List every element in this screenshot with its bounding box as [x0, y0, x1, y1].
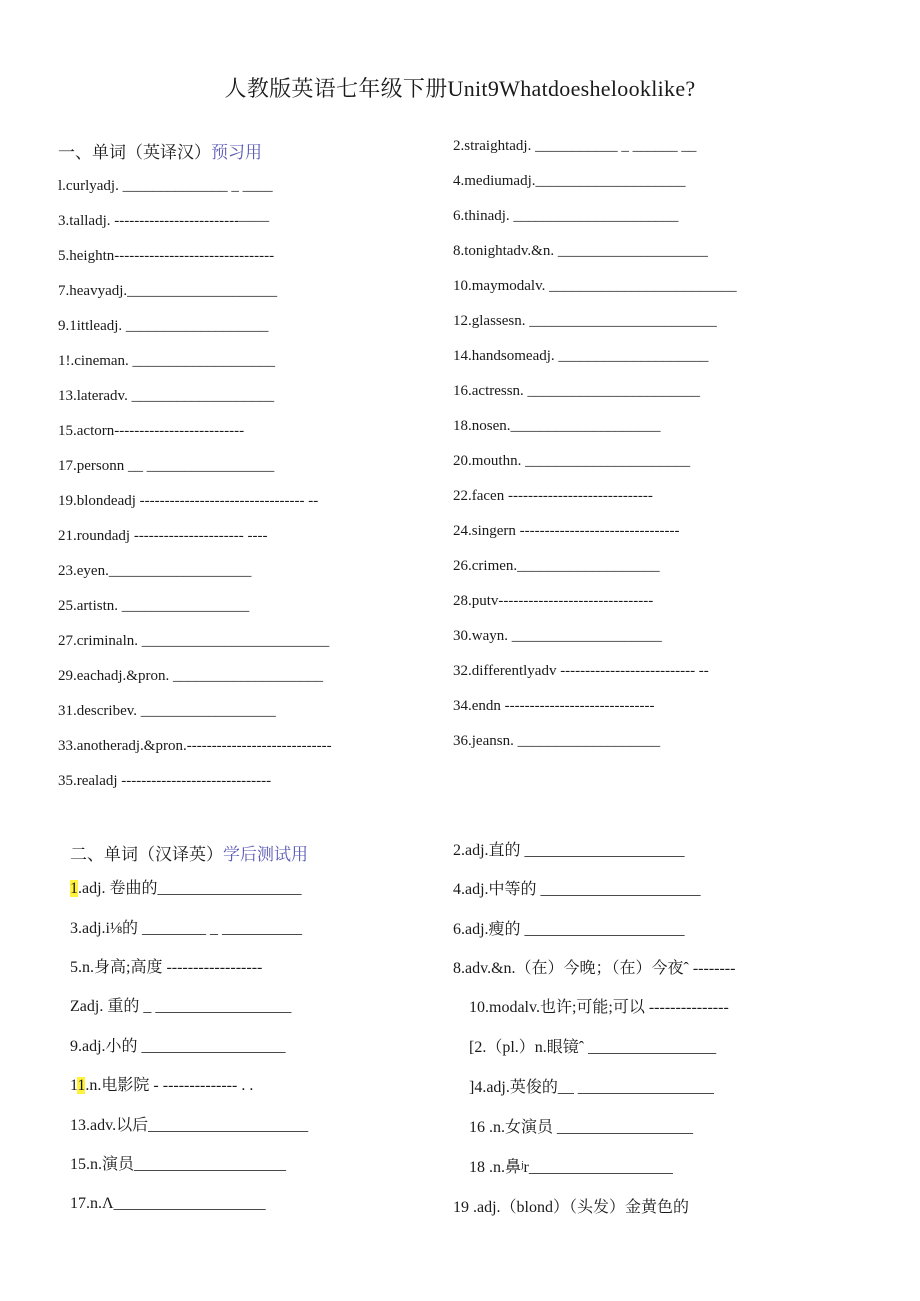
- vocab-item: 32.differentlyadv --------------------------- --: [453, 663, 709, 679]
- section1-heading-hint: 预习用: [211, 143, 262, 162]
- vocab-item: 12.glassesn. _________________________: [453, 313, 717, 329]
- vocab-item: ]4.adj.英俊的__ _________________: [469, 1079, 714, 1096]
- vocab-item: 17.personn __ _________________: [58, 458, 275, 474]
- vocab-item: 1!.cineman. ___________________: [58, 353, 276, 369]
- vocab-item: Zadj. 重的 _ _________________: [70, 998, 292, 1015]
- vocab-item: 10.modalv.也许;可能;可以 ---------------: [469, 999, 729, 1016]
- vocab-item: 22.facen -----------------------------: [453, 488, 653, 504]
- vocab-item: 5.heightn--------------------------------: [58, 248, 275, 264]
- vocab-item: 8.adv.&n.（在）今晚；（在）今夜ˆ --------: [453, 960, 736, 977]
- vocab-item: [70, 1077, 253, 1095]
- section1-heading: [58, 138, 262, 163]
- vocab-item: 15.actorn--------------------------: [58, 423, 245, 439]
- section1-heading-text: 一、单词（英译汉）: [58, 143, 211, 162]
- vocab-item: 8.tonightadv.&n. ____________________: [453, 243, 708, 259]
- vocab-item: 19.blondeadj --------------------------------- --: [58, 493, 319, 509]
- vocab-item: 3.adj.i⅛的 ________ _ __________: [70, 920, 302, 937]
- vocab-item: 9.adj.小的 __________________: [70, 1038, 286, 1055]
- vocab-item: 13.lateradv. ___________________: [58, 388, 275, 404]
- vocab-item: 36.jeansn. ___________________: [453, 733, 661, 749]
- vocab-item: 16.actressn. _______________________: [453, 383, 701, 399]
- vocab-item: 18 .n.鼻ʲr__________________: [469, 1159, 673, 1176]
- vocab-item: 10.maymodalv. _________________________: [453, 278, 737, 294]
- page-title: 人教版英语七年级下册Unit9Whatdoeshelooklike?: [224, 76, 696, 101]
- vocab-item: 4.adj.中等的 ____________________: [453, 881, 701, 898]
- vocab-item: 9.1ittleadj. ___________________: [58, 318, 269, 334]
- vocab-item: 30.wayn. ____________________: [453, 628, 662, 644]
- vocab-item: 2.straightadj. ___________ _ ______ __: [453, 138, 697, 154]
- vocab-item: 5.n.身高;高度 ------------------: [70, 959, 263, 976]
- vocab-item: 20.mouthn. ______________________: [453, 453, 691, 469]
- vocab-item: 27.criminaln. _________________________: [58, 633, 330, 649]
- vocab-item: [2.（pl.）n.眼镜ˆ ________________: [469, 1039, 717, 1056]
- vocab-item: 2.adj.直的 ____________________: [453, 842, 685, 859]
- vocab-item: 15.n.演员___________________: [70, 1156, 287, 1173]
- vocab-item-prefix: 1: [70, 1077, 78, 1094]
- vocab-item: 6.adj.瘦的 ____________________: [453, 921, 685, 938]
- vocab-item-text: .adj. 卷曲的__________________: [78, 880, 302, 897]
- highlight-mark: 1: [70, 880, 78, 897]
- vocab-item: 21.roundadj ---------------------- ----: [58, 528, 268, 544]
- highlight-mark: 1: [77, 1077, 86, 1094]
- vocab-item: 23.eyen.___________________: [58, 563, 252, 579]
- vocab-item: 4.mediumadj.____________________: [453, 173, 686, 189]
- vocab-item: l.curlyadj. ______________ _ ____: [58, 178, 273, 194]
- vocab-item: 7.heavyadj.____________________: [58, 283, 278, 299]
- vocab-item: 16 .n.女演员 _________________: [469, 1119, 694, 1136]
- vocab-item: 35.realadj ------------------------------: [58, 773, 272, 789]
- vocab-item: 31.describev. __________________: [58, 703, 276, 719]
- vocab-item: [70, 880, 302, 898]
- section2-heading-hint: 学后测试用: [223, 845, 308, 864]
- vocab-item: 19 .adj.（blond）（头发）金黄色的: [453, 1199, 689, 1216]
- vocab-item: 24.singern --------------------------------: [453, 523, 680, 539]
- vocab-item: 33.anotheradj.&pron.-----------------------------: [58, 738, 332, 754]
- vocab-item: 3.talladj. -------------------------——: [58, 213, 270, 229]
- vocab-item: 26.crimen.___________________: [453, 558, 660, 574]
- section2-heading: [70, 840, 308, 865]
- vocab-item: 6.thinadj. ______________________: [453, 208, 679, 224]
- vocab-item: 28.putv-------------------------------: [453, 593, 654, 609]
- vocab-item: 29.eachadj.&pron. ____________________: [58, 668, 323, 684]
- vocab-item: 34.endn ------------------------------: [453, 698, 655, 714]
- vocab-item: 18.nosen.____________________: [453, 418, 661, 434]
- vocab-item: 25.artistn. _________________: [58, 598, 250, 614]
- vocab-item: 13.adv.以后____________________: [70, 1117, 309, 1134]
- vocab-item: 17.n.Λ___________________: [70, 1195, 266, 1212]
- vocab-item: 14.handsomeadj. ____________________: [453, 348, 709, 364]
- section2-heading-text: 二、单词（汉译英）: [70, 845, 223, 864]
- vocab-item-text: .n.电影院 - -------------- . .: [85, 1077, 254, 1094]
